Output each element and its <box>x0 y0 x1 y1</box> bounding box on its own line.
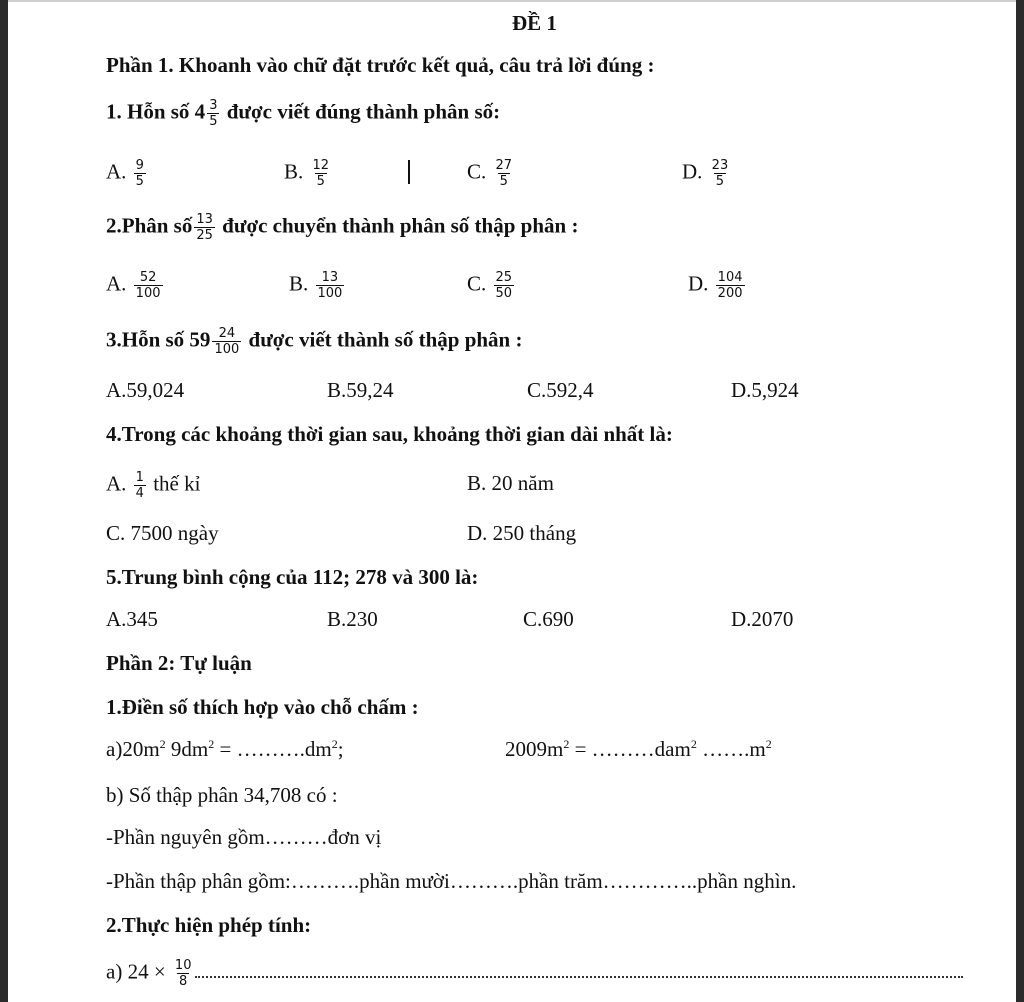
q2-option-c[interactable] <box>467 270 516 301</box>
fraction-numerator: 10 <box>174 958 192 973</box>
option-fraction <box>134 158 146 189</box>
q1-option-a[interactable] <box>106 158 148 189</box>
fraction-numerator: 12 <box>312 158 330 173</box>
page-title: ĐỀ 1 <box>512 11 557 35</box>
expr-part: 9dm <box>170 737 209 761</box>
option-label: A. <box>106 159 127 184</box>
q3-option-d[interactable]: D.5,924 <box>731 378 799 402</box>
exponent: 2 <box>331 737 338 751</box>
question-1-text-before: 1. Hỗn số 4 <box>106 99 206 124</box>
q5-option-a[interactable]: A.345 <box>106 607 158 631</box>
part2-q1-heading: 1.Điền số thích hợp vào chỗ chấm : <box>106 695 419 719</box>
q1-option-d[interactable] <box>682 158 732 189</box>
exponent: 2 <box>765 737 772 751</box>
exponent: 2 <box>159 737 166 751</box>
fraction-denominator: 25 <box>196 228 213 243</box>
q4-option-a[interactable] <box>106 470 200 501</box>
q1-option-b[interactable] <box>284 158 333 189</box>
fraction-numerator: 27 <box>495 158 513 173</box>
fraction-denominator: 100 <box>317 286 343 301</box>
q5-option-d[interactable]: D.2070 <box>731 607 794 631</box>
option-label: D. <box>688 271 709 296</box>
option-label: C. <box>467 159 487 184</box>
fraction-numerator: 25 <box>495 270 513 285</box>
fraction-numerator: 9 <box>135 158 144 173</box>
question-2 <box>106 212 578 243</box>
question-3-text-before: 3.Hỗn số 59 <box>106 327 211 352</box>
window-frame-left <box>0 0 8 1002</box>
fraction-denominator: 5 <box>316 174 325 189</box>
option-fraction <box>494 158 515 189</box>
question-3 <box>106 326 522 357</box>
fraction-denominator: 50 <box>495 286 513 301</box>
fraction-denominator: 5 <box>499 174 508 189</box>
fraction-numerator: 24 <box>218 326 236 341</box>
fraction-numerator: 13 <box>196 212 213 227</box>
option-fraction <box>134 470 146 501</box>
expr-part: 2009m <box>505 737 564 761</box>
expr-part: = ……….dm <box>219 737 332 761</box>
fraction-denominator: 200 <box>717 286 743 301</box>
expr-part: …….m <box>702 737 766 761</box>
q2-option-b[interactable] <box>289 270 346 301</box>
question-2-fraction <box>194 212 215 243</box>
fraction-denominator: 100 <box>135 286 161 301</box>
q2-option-d[interactable] <box>688 270 747 301</box>
part2-q1a-left <box>106 736 344 762</box>
option-fraction <box>316 270 345 301</box>
option-fraction <box>134 270 163 301</box>
part2-heading: Phần 2: Tự luận <box>106 651 252 675</box>
expr-part: a)20m <box>106 737 160 761</box>
question-1-fraction <box>207 98 219 129</box>
fraction-denominator: 5 <box>209 114 218 129</box>
question-1-text-after: được viết đúng thành phân số: <box>226 99 501 124</box>
option-label: B. <box>289 271 309 296</box>
expr-part: ; <box>337 737 344 761</box>
fraction-numerator: 23 <box>711 158 729 173</box>
option-fraction <box>716 270 745 301</box>
answer-dotted-line <box>195 970 963 978</box>
fraction-denominator: 4 <box>135 486 144 501</box>
exponent: 2 <box>690 737 697 751</box>
part2-q1a-right <box>505 736 772 762</box>
fraction-numerator: 104 <box>717 270 743 285</box>
question-3-fraction <box>212 326 241 357</box>
q4-option-d[interactable]: D. 250 tháng <box>467 521 577 545</box>
question-4: 4.Trong các khoảng thời gian sau, khoảng thời gian dài nhất là: <box>106 422 673 446</box>
option-fraction <box>710 158 731 189</box>
part2-q1b-decimal-part: -Phần thập phân gồm:……….phần mười……….phần trăm…………..phần nghìn. <box>106 869 797 893</box>
question-2-text-before: 2.Phân số <box>106 213 193 238</box>
question-1 <box>106 98 500 129</box>
q5-option-b[interactable]: B.230 <box>327 607 378 631</box>
window-frame-right <box>1016 0 1024 1002</box>
option-label: A. <box>106 271 127 296</box>
text-cursor <box>408 160 410 184</box>
part2-q2-heading: 2.Thực hiện phép tính: <box>106 913 312 937</box>
fraction-denominator: 5 <box>715 174 725 189</box>
fraction-numerator: 13 <box>321 270 339 285</box>
q3-option-a[interactable]: A.59,024 <box>106 378 185 402</box>
expr-fraction <box>173 958 194 989</box>
question-3-text-after: được viết thành số thập phân : <box>248 327 523 352</box>
fraction-denominator: 100 <box>214 342 240 357</box>
option-label: D. <box>682 159 703 184</box>
part2-q2a <box>106 958 963 989</box>
question-5: 5.Trung bình cộng của 112; 278 và 300 là: <box>106 565 479 589</box>
q2-option-a[interactable] <box>106 270 165 301</box>
q4-option-c[interactable]: C. 7500 ngày <box>106 521 219 545</box>
q4-option-b[interactable]: B. 20 năm <box>467 471 554 495</box>
expr-part: a) 24 × <box>106 959 166 984</box>
option-fraction <box>311 158 332 189</box>
exponent: 2 <box>208 737 215 751</box>
fraction-denominator: 5 <box>135 174 144 189</box>
option-label: B. <box>284 159 304 184</box>
option-label: C. <box>467 271 487 296</box>
part2-q1b-integer-part: -Phần nguyên gồm………đơn vị <box>106 825 382 849</box>
part2-q1b-line: b) Số thập phân 34,708 có : <box>106 783 338 807</box>
fraction-numerator: 52 <box>139 270 157 285</box>
option-text: thế kỉ <box>153 471 201 496</box>
page-top-edge <box>8 0 1016 2</box>
option-label: A. <box>106 471 127 496</box>
q3-option-b[interactable]: B.59,24 <box>327 378 394 402</box>
expr-part: = ………dam <box>574 737 691 761</box>
fraction-numerator: 1 <box>135 470 144 485</box>
question-2-text-after: được chuyển thành phân số thập phân : <box>222 213 579 238</box>
q5-option-c[interactable]: C.690 <box>523 607 574 631</box>
q3-option-c[interactable]: C.592,4 <box>527 378 594 402</box>
part1-heading: Phần 1. Khoanh vào chữ đặt trước kết quả, câu trả lời đúng : <box>106 53 655 77</box>
q1-option-c[interactable] <box>467 158 516 189</box>
exponent: 2 <box>563 737 570 751</box>
fraction-denominator: 8 <box>179 974 188 989</box>
option-fraction <box>494 270 515 301</box>
fraction-numerator: 3 <box>209 98 218 113</box>
